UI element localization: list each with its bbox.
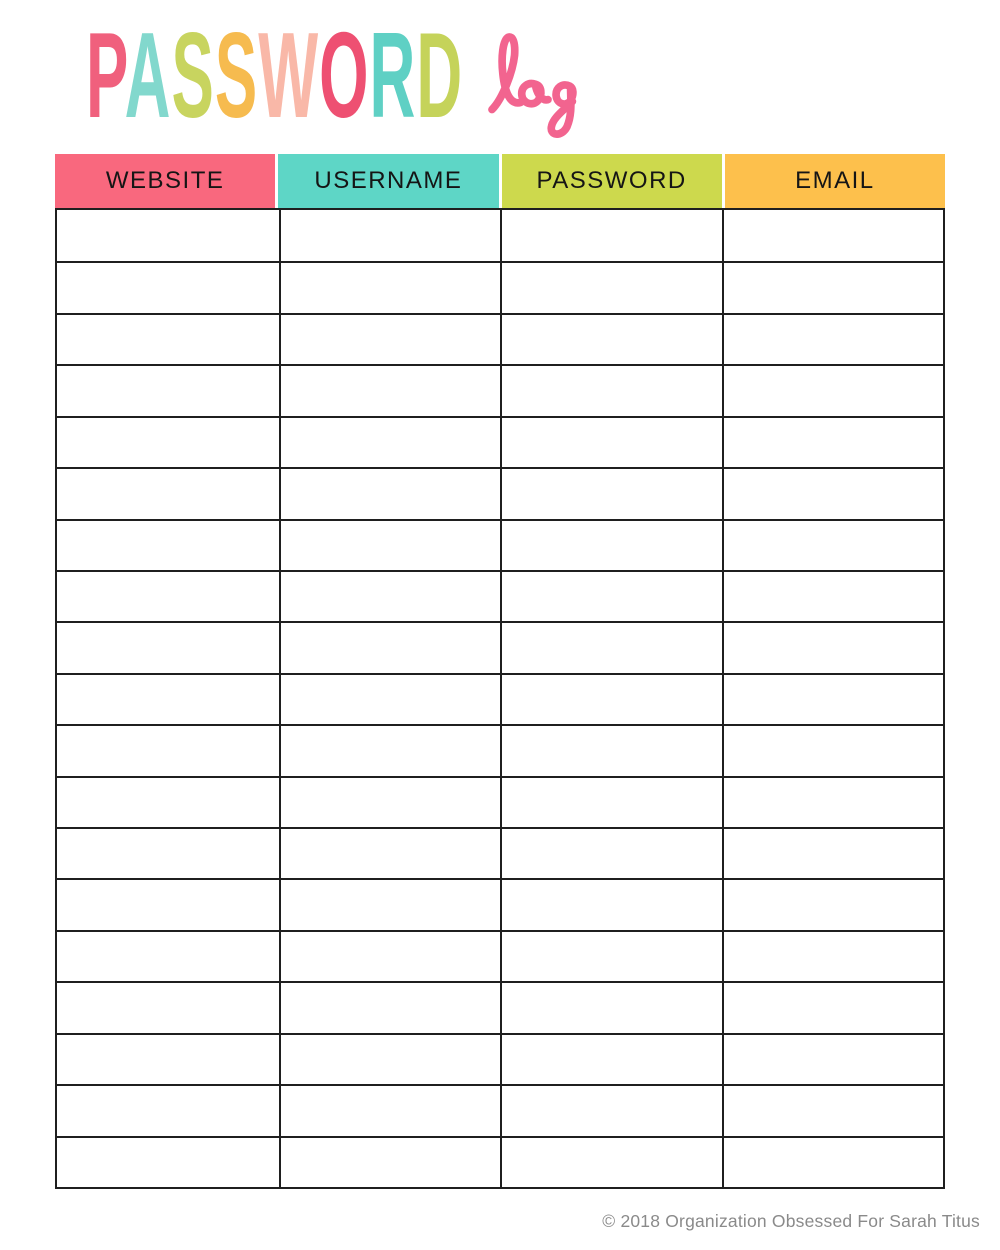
table-cell-empty[interactable] — [57, 1084, 279, 1135]
table-cell-empty[interactable] — [57, 724, 279, 775]
table-cell-empty[interactable] — [57, 673, 279, 724]
table-cell-empty[interactable] — [500, 364, 722, 415]
column-header-password: PASSWORD — [502, 154, 722, 208]
table-header-row — [55, 154, 945, 208]
table-cell-empty[interactable] — [57, 261, 279, 312]
table-cell-empty[interactable] — [279, 878, 501, 929]
title-letter: W — [258, 7, 320, 143]
table-cell-empty[interactable] — [500, 210, 722, 261]
table-cell-empty[interactable] — [279, 261, 501, 312]
table-cell-empty[interactable] — [57, 621, 279, 672]
table-cell-empty[interactable] — [722, 210, 944, 261]
table-cell-empty[interactable] — [57, 827, 279, 878]
table-cell-empty[interactable] — [279, 621, 501, 672]
table-cell-empty[interactable] — [722, 878, 944, 929]
table-cell-empty[interactable] — [722, 519, 944, 570]
table-cell-empty[interactable] — [57, 1033, 279, 1084]
table-cell-empty[interactable] — [722, 1033, 944, 1084]
table-body — [55, 208, 945, 1189]
table-cell-empty[interactable] — [500, 621, 722, 672]
table-cell-empty[interactable] — [57, 210, 279, 261]
title-word-password — [86, 7, 464, 143]
table-cell-empty[interactable] — [279, 776, 501, 827]
table-cell-empty[interactable] — [500, 1084, 722, 1135]
table-cell-empty[interactable] — [500, 261, 722, 312]
table-cell-empty[interactable] — [500, 878, 722, 929]
table-cell-empty[interactable] — [500, 673, 722, 724]
table-cell-empty[interactable] — [57, 878, 279, 929]
table-cell-empty[interactable] — [500, 570, 722, 621]
table-cell-empty[interactable] — [57, 364, 279, 415]
table-cell-empty[interactable] — [500, 1136, 722, 1187]
column-header-website: WEBSITE — [55, 154, 275, 208]
column-header-username: USERNAME — [278, 154, 498, 208]
table-cell-empty[interactable] — [279, 981, 501, 1032]
table-cell-empty[interactable] — [279, 930, 501, 981]
table-cell-empty[interactable] — [279, 519, 501, 570]
table-cell-empty[interactable] — [279, 313, 501, 364]
table-cell-empty[interactable] — [722, 724, 944, 775]
table-cell-empty[interactable] — [57, 416, 279, 467]
title-letter: P — [86, 7, 125, 143]
title-letter: R — [369, 7, 417, 143]
title-letter: S — [171, 7, 215, 143]
table-cell-empty[interactable] — [500, 724, 722, 775]
table-cell-empty[interactable] — [722, 313, 944, 364]
table-cell-empty[interactable] — [500, 981, 722, 1032]
table-cell-empty[interactable] — [57, 776, 279, 827]
table-cell-empty[interactable] — [722, 827, 944, 878]
table-cell-empty[interactable] — [722, 467, 944, 518]
title-letter: O — [319, 7, 370, 143]
table-cell-empty[interactable] — [279, 570, 501, 621]
table-cell-empty[interactable] — [279, 827, 501, 878]
table-cell-empty[interactable] — [722, 930, 944, 981]
table-cell-empty[interactable] — [722, 673, 944, 724]
table-cell-empty[interactable] — [279, 724, 501, 775]
table-cell-empty[interactable] — [500, 827, 722, 878]
title-letter: D — [416, 7, 464, 143]
table-cell-empty[interactable] — [279, 673, 501, 724]
table-cell-empty[interactable] — [722, 364, 944, 415]
table-cell-empty[interactable] — [279, 364, 501, 415]
table-cell-empty[interactable] — [57, 1136, 279, 1187]
table-cell-empty[interactable] — [722, 570, 944, 621]
table-cell-empty[interactable] — [500, 519, 722, 570]
table-cell-empty[interactable] — [279, 467, 501, 518]
title-script-log — [486, 30, 582, 143]
table-cell-empty[interactable] — [279, 210, 501, 261]
title-letter: A — [124, 7, 172, 143]
table-cell-empty[interactable] — [500, 1033, 722, 1084]
table-cell-empty[interactable] — [57, 981, 279, 1032]
table-cell-empty[interactable] — [57, 467, 279, 518]
table-cell-empty[interactable] — [722, 1136, 944, 1187]
table-cell-empty[interactable] — [279, 1033, 501, 1084]
table-cell-empty[interactable] — [57, 519, 279, 570]
table-cell-empty[interactable] — [722, 1084, 944, 1135]
table-cell-empty[interactable] — [279, 1084, 501, 1135]
table-cell-empty[interactable] — [722, 261, 944, 312]
table-cell-empty[interactable] — [500, 467, 722, 518]
log-letter-g — [551, 85, 573, 134]
table-cell-empty[interactable] — [57, 570, 279, 621]
table-cell-empty[interactable] — [722, 776, 944, 827]
title-letter: S — [214, 7, 259, 143]
column-header-email: EMAIL — [725, 154, 945, 208]
table-cell-empty[interactable] — [279, 1136, 501, 1187]
table-cell-empty[interactable] — [500, 313, 722, 364]
table-cell-empty[interactable] — [500, 776, 722, 827]
table-cell-empty[interactable] — [722, 416, 944, 467]
table-cell-empty[interactable] — [57, 930, 279, 981]
table-cell-empty[interactable] — [279, 416, 501, 467]
log-letter-l — [492, 37, 521, 110]
copyright-text: © 2018 Organization Obsessed For Sarah Titus — [602, 1211, 980, 1231]
table-cell-empty[interactable] — [57, 313, 279, 364]
table-cell-empty[interactable] — [500, 930, 722, 981]
table-cell-empty[interactable] — [722, 621, 944, 672]
table-cell-empty[interactable] — [722, 981, 944, 1032]
log-letter-o — [522, 84, 548, 104]
table-cell-empty[interactable] — [500, 416, 722, 467]
